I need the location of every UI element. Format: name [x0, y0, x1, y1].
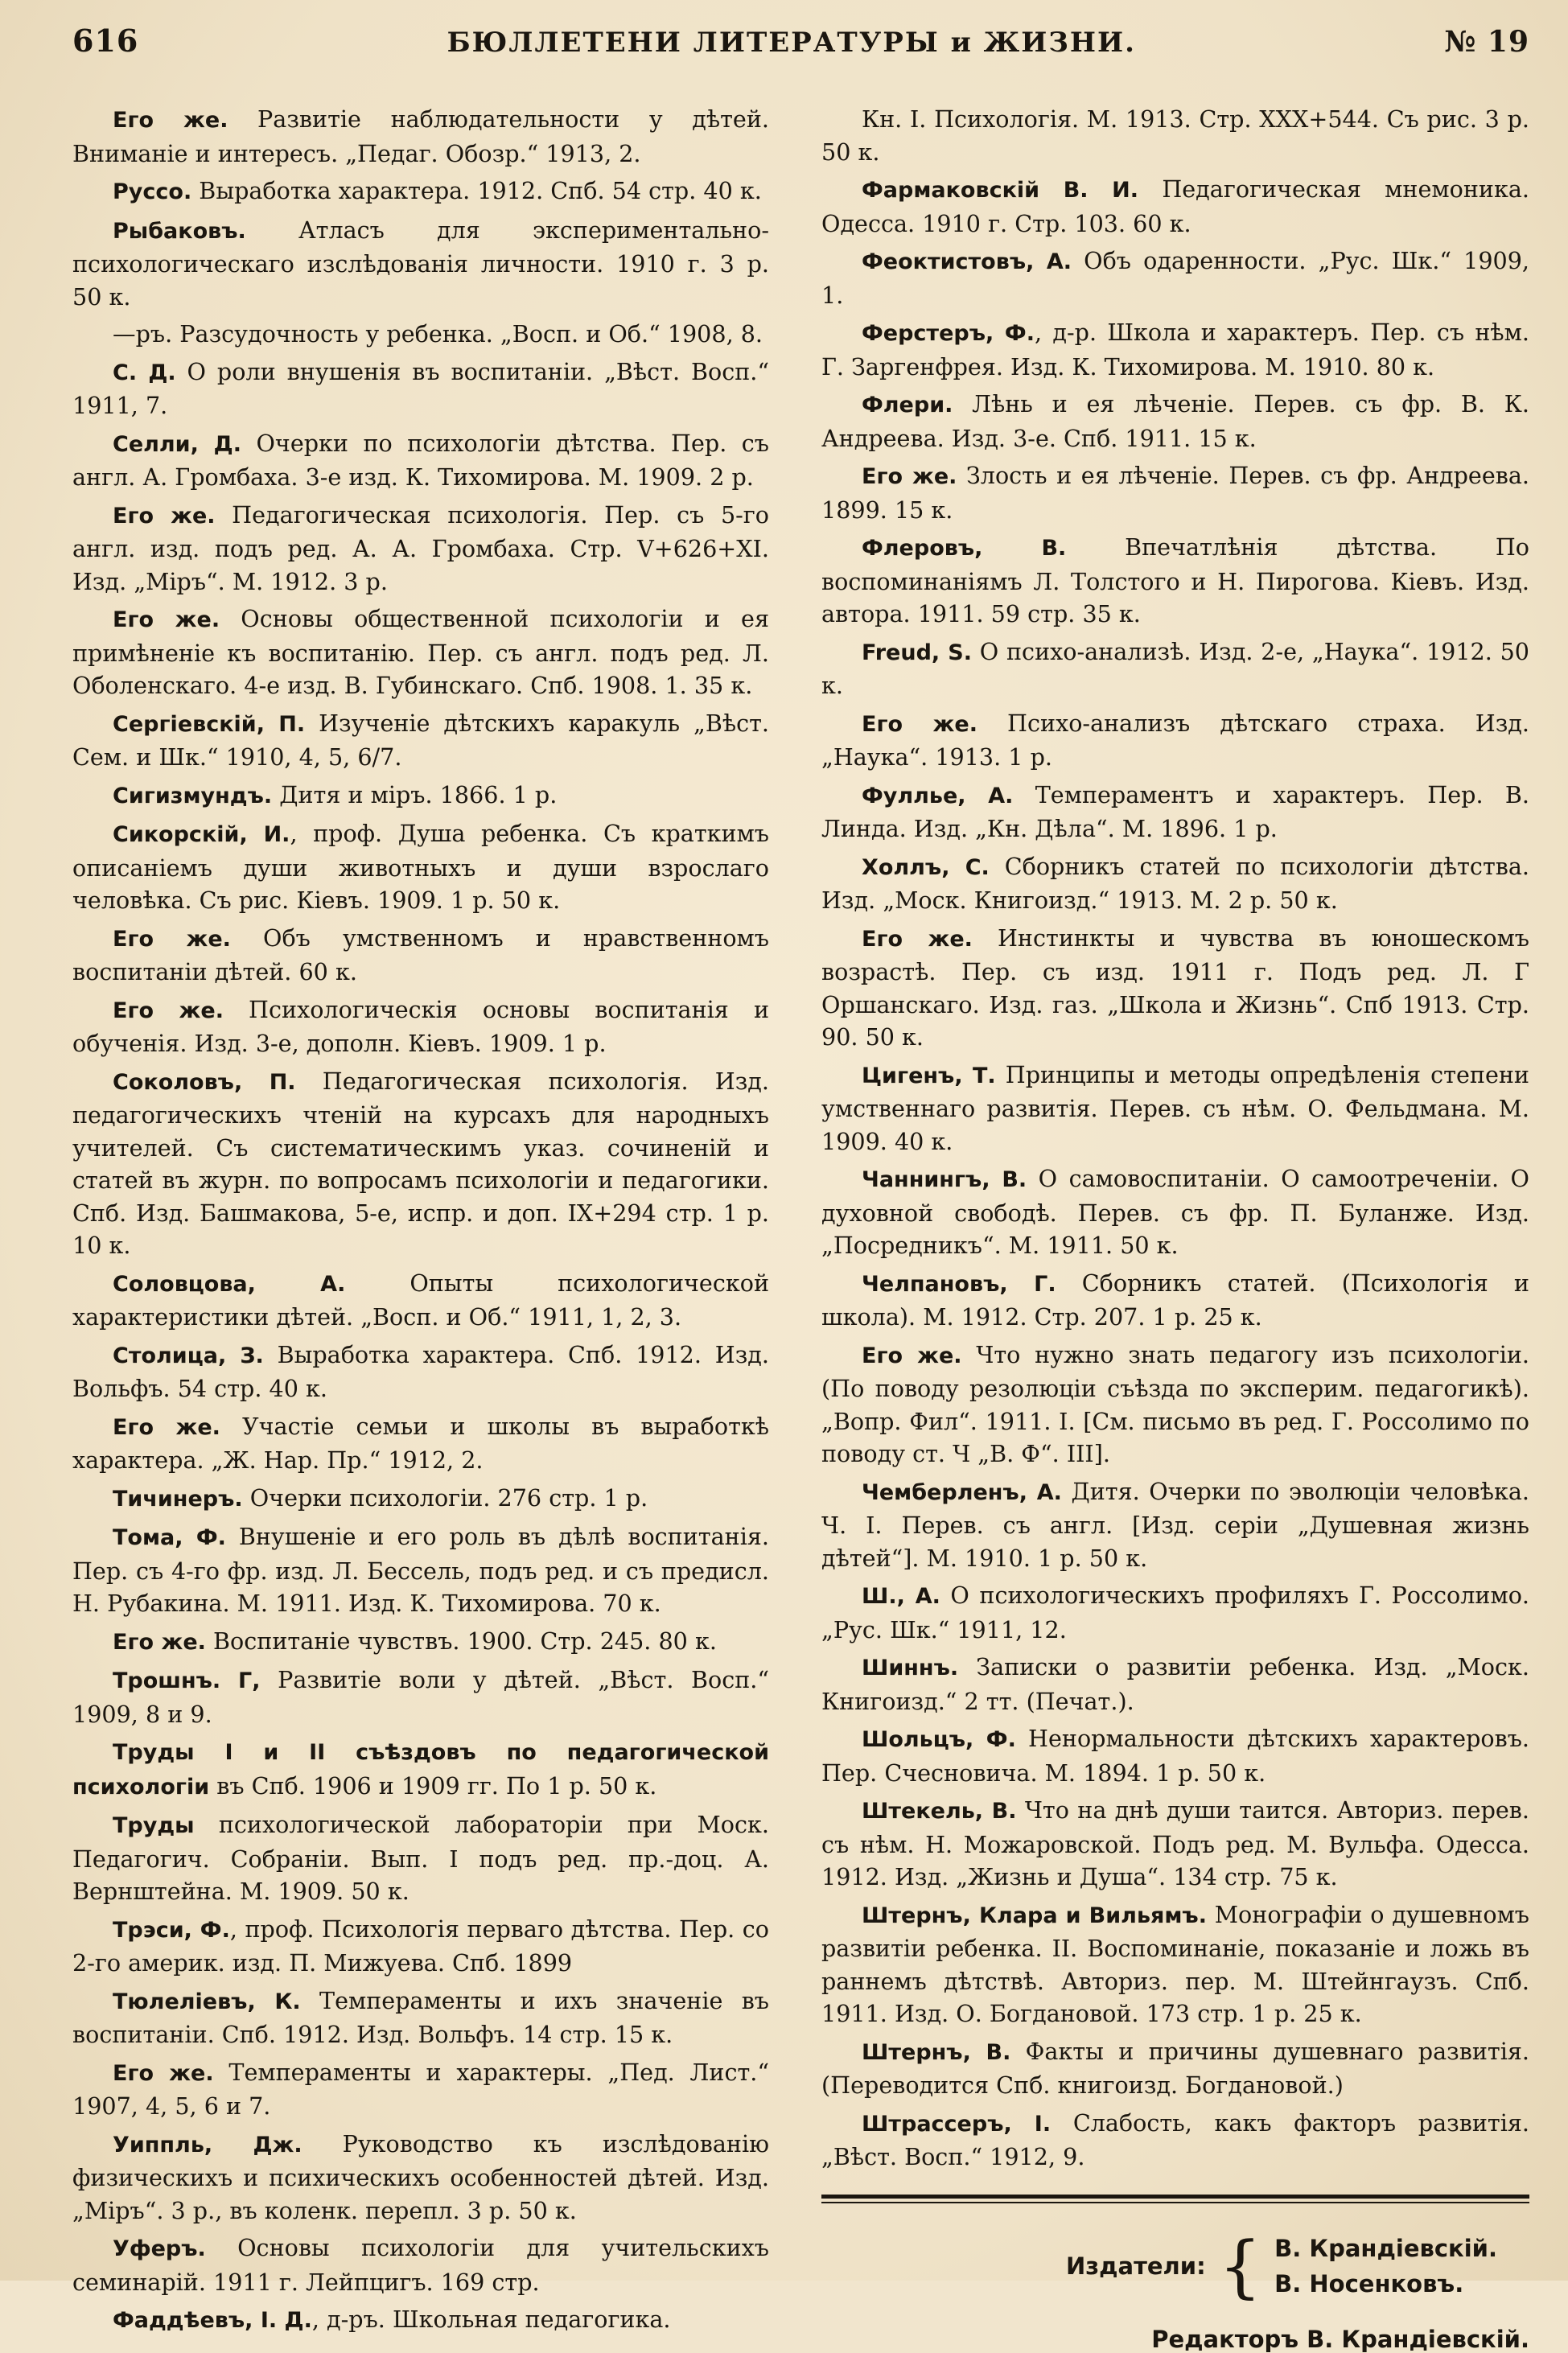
entry-text: Записки о развитіи ребенка. Изд. „Моск. Книгоизд.“ 2 тт. (Печат.).: [821, 1653, 1529, 1715]
bibliography-entry: [821, 173, 1529, 240]
bibliography-entry: [72, 499, 769, 599]
entry-author: Уферъ.: [113, 2236, 206, 2261]
bibliography-columns: [72, 103, 1529, 2353]
bibliography-entry: [821, 779, 1529, 845]
bibliography-entry: [821, 1059, 1529, 1158]
entry-author: Штернъ, В.: [862, 2039, 1011, 2065]
entry-text: Дитя. Очерки по эволюціи человѣка. Ч. I. Перев. съ англ. [Изд. серіи „Душевная жизнь дѣтей“]. М. 1910. 1 р. 50 к.: [821, 1477, 1529, 1572]
entry-text: Очерки по психологіи дѣтства. Пер. съ англ. А. Громбаха. 3-е изд. К. Тихомирова. М. 1909. 2 р.: [72, 429, 769, 491]
entry-author: Шиннъ.: [862, 1656, 959, 1680]
entry-author: Столица, З.: [113, 1343, 264, 1368]
entry-text: Слабость, какъ факторъ развитія. „Вѣст. Восп.“ 1912, 9.: [821, 2108, 1530, 2170]
publishers-label: Издатели:: [1065, 2252, 1206, 2280]
entry-author: Его же.: [862, 926, 973, 952]
entry-text: Сборникъ статей по психологіи дѣтства. Изд. „Моск. Книгоизд.“ 1913. М. 2 р. 50 к.: [821, 852, 1529, 914]
editor-line: Редакторъ В. Крандіевскій.: [1151, 2325, 1529, 2353]
entry-text: О психологическихъ профиляхъ Г. Россолимо. „Рус. Шк.“ 1911, 12.: [821, 1582, 1530, 1643]
entry-text: , д-р. Школа и характеръ. Пер. съ нѣм. Г. Заргенфрея. Изд. К. Тихомирова. М. 1910. 80 к.: [821, 319, 1530, 381]
entry-author: Флери.: [862, 393, 953, 418]
entry-text: психологической лабораторіи при Моск. Педагогич. Собраніи. Вып. I подъ ред. пр.-доц. А. Вернштейна. М. 1909. 50 к.: [72, 1811, 769, 1905]
entry-text: Атласъ для экспериментально-психологическаго изслѣдованія личности. 1910 г. 3 р. 50 к.: [72, 216, 769, 311]
footer-rule-thick: [821, 2195, 1529, 2199]
publisher-name: В. Крандіевскій.: [1274, 2234, 1497, 2262]
entry-text: Очерки психологіи. 276 стр. 1 р.: [242, 1483, 648, 1512]
entry-author: Сигизмундъ.: [113, 783, 273, 808]
bibliography-entry: [72, 2056, 769, 2123]
bibliography-entry: [821, 1898, 1529, 2030]
entry-author: Трэси, Ф.: [113, 1917, 230, 1943]
entry-author: Цигенъ, Т.: [862, 1063, 996, 1088]
bibliography-entry: [72, 1664, 769, 1730]
bibliography-entry: [72, 1735, 769, 1804]
entry-text: Участіе семьи и школы въ выработкѣ характера. „Ж. Нар. Пр.“ 1912, 2.: [72, 1412, 769, 1474]
entry-author: Труды: [113, 1813, 195, 1838]
entry-text: Развитіе наблюдательности у дѣтей. Вниманіе и интересъ. „Педаг. Обозр.“ 1913, 2.: [72, 105, 769, 167]
issue-number: № 19: [1444, 25, 1529, 59]
entry-text: Монографіи о душевномъ развитіи ребенка. II. Воспоминаніе, показаніе и ложь въ раннемъ дѣтствѣ. Авториз. пер. М. Штейнгаузъ. Спб. 1911. Изд. О. Богдановой. 173 стр. 1 р. 25 к.: [821, 1900, 1529, 2027]
entry-author: Чемберленъ, А.: [862, 1479, 1062, 1505]
entry-text: , проф. Душа ребенка. Съ краткимъ описаніемъ души животныхъ и души взрослаго человѣка. Съ рис. Кіевъ. 1909. 1 р. 50 к.: [72, 820, 770, 914]
entry-author: Ш., А.: [862, 1584, 940, 1609]
entry-text: Темпераменты и ихъ значеніе въ воспитаніи. Спб. 1912. Изд. Вольфъ. 14 стр. 15 к.: [72, 1986, 769, 2048]
entry-author: Его же.: [862, 464, 957, 489]
entry-author: Соколовъ, П.: [113, 1069, 296, 1095]
right-column: [821, 103, 1529, 2353]
entry-text: Объ одаренности. „Рус. Шк.“ 1909, 1.: [821, 247, 1530, 309]
entry-text: Психо-анализъ дѣтскаго страха. Изд. „Наука“. 1913. 1 р.: [821, 709, 1530, 771]
bibliography-entry: [821, 1794, 1529, 1894]
entry-text: Впечатлѣнія дѣтства. По воспоминаніямъ Л. Толстого и Н. Пирогова. Кіевъ. Изд. автора. 1911. 59 стр. 35 к.: [821, 533, 1529, 627]
page-header: [72, 23, 1529, 74]
bibliography-entry: [821, 850, 1529, 917]
left-column: [72, 103, 769, 2353]
entry-author: Его же.: [113, 108, 228, 133]
entry-author: Его же.: [113, 1629, 206, 1655]
bibliography-entry: [821, 103, 1529, 168]
page-number: 616: [72, 23, 139, 59]
entry-text: Воспитаніе чувствъ. 1900. Стр. 245. 80 к.: [205, 1627, 717, 1655]
entry-author: Его же.: [113, 607, 220, 632]
right-column-entries: [821, 103, 1529, 2174]
entry-text: Что на днѣ души таится. Авториз. перев. съ нѣм. Н. Можаровской. Подъ ред. М. Вульфа. Одесса. 1912. Изд. „Жизнь и Душа“. 134 стр. 75 к.: [821, 1796, 1529, 1890]
entry-text: , д-ръ. Школьная педагогика.: [311, 2306, 671, 2333]
entry-author: Штекель, В.: [862, 1799, 1017, 1824]
footer-rule-thin: [821, 2202, 1529, 2203]
bibliography-entry: [72, 603, 769, 702]
entry-text: Руководство къ изслѣдованію физическихъ и психическихъ особенностей дѣтей. Изд. „Міръ“. 3 р., въ коленк. перепл. 3 р. 50 к.: [72, 2129, 769, 2224]
entry-author: Ферстеръ, Ф.: [862, 321, 1035, 346]
bibliography-entry: [72, 1482, 769, 1516]
entry-text: Принципы и методы опредѣленія степени умственнаго развитія. Перев. съ нѣм. О. Фельдмана. М. 1909. 40 к.: [821, 1060, 1529, 1155]
publishers-block: [821, 2226, 1497, 2306]
entry-author: Трошнъ. Г,: [113, 1668, 261, 1693]
entry-author: Фаддѣевъ, I. Д.: [113, 2308, 312, 2333]
entry-author: С. Д.: [113, 360, 176, 385]
bibliography-entry: [821, 1339, 1529, 1471]
bibliography-entry: [72, 318, 769, 351]
entry-text: Педагогическая психологія. Пер. съ 5-го англ. изд. подъ ред. А. А. Громбаха. Стр. V+626+XI. Изд. „Міръ“. М. 1912. 3 р.: [72, 500, 769, 595]
entry-text: О психо-анализѣ. Изд. 2-е, „Наука“. 1912. 50 к.: [821, 637, 1529, 699]
entry-author: Его же.: [113, 503, 216, 529]
entry-text: въ Спб. 1906 и 1909 гг. По 1 р. 50 к.: [209, 1771, 657, 1800]
entry-text: Злость и ея лѣченіе. Перев. съ фр. Андреева. 1899. 15 к.: [821, 462, 1529, 524]
entry-author: Штрассеръ, I.: [862, 2111, 1052, 2137]
entry-text: Сборникъ статей. (Психологія и школа). М. 1912. Стр. 207. 1 р. 25 к.: [821, 1269, 1529, 1331]
bibliography-entry: [72, 175, 769, 209]
bibliography-entry: [821, 1162, 1529, 1262]
entry-text: Опыты психологической характеристики дѣтей. „Восп. и Об.“ 1911, 1, 2, 3.: [72, 1269, 769, 1331]
bibliography-entry: [72, 1267, 769, 1334]
bibliography-entry: [821, 922, 1529, 1054]
bibliography-entry: [821, 1579, 1529, 1646]
entry-text: Дитя и міръ. 1866. 1 р.: [272, 780, 558, 808]
entry-author: Соловцова, А.: [113, 1271, 346, 1297]
entry-text: Ненормальности дѣтскихъ характеровъ. Пер. Счесновича. М. 1894. 1 р. 50 к.: [821, 1725, 1529, 1787]
entry-author: Холлъ, С.: [862, 854, 990, 880]
bibliography-entry: [72, 779, 769, 813]
entry-text: Что нужно знать педагогу изъ психологіи. (По поводу резолюціи съѣзда по эксперим. педагогикѣ). „Вопр. Фил“. 1911. I. [См. письмо въ ред. Г. Россолимо по поводу ст. Ч „В. Ф“. III].: [821, 1340, 1529, 1467]
bibliography-entry: [72, 1625, 769, 1660]
bibliography-entry: [72, 2128, 769, 2228]
bibliography-entry: [72, 1913, 769, 1980]
entry-text: Внушеніе и его роль въ дѣлѣ воспитанія. Пер. съ 4-го фр. изд. Л. Бессель, подъ ред. и съ предисл. Н. Рубакина. М. 1911. Изд. К. Тихомирова. 70 к.: [72, 1523, 769, 1617]
bibliography-entry: [821, 1475, 1529, 1575]
bibliography-entry: [821, 2107, 1529, 2174]
bibliography-entry: [72, 1985, 769, 2051]
entry-author: Его же.: [113, 1414, 220, 1440]
bibliography-entry: [72, 1520, 769, 1620]
entry-text: Выработка характера. Спб. 1912. Изд. Вольфъ. 54 стр. 40 к.: [72, 1340, 769, 1402]
bibliography-entry: [821, 636, 1529, 702]
bibliography-entry: [72, 1808, 769, 1908]
entry-text: Выработка характера. 1912. Спб. 54 стр. 40 к.: [191, 177, 762, 204]
bibliography-entry: [72, 1410, 769, 1477]
entry-author: Сергіевскій, П.: [113, 711, 306, 737]
bibliography-entry: [821, 1267, 1529, 1334]
bibliography-entry: [72, 707, 769, 774]
bibliography-entry: [821, 531, 1529, 631]
entry-text: Инстинкты и чувства въ юношескомъ возрастѣ. Пер. съ изд. 1911 г. Подъ ред. Л. Г Оршанскаго. Изд. газ. „Школа и Жизнь“. Спб 1913. Стр. 90. 50 к.: [821, 924, 1529, 1051]
entry-author: Фармаковскій В. И.: [862, 178, 1139, 203]
entry-text: Факты и причины душевнаго развитія. (Переводится Спб. книгоизд. Богдановой.): [821, 2037, 1529, 2099]
entry-author: Шольцъ, Ф.: [862, 1727, 1016, 1752]
entry-author: Его же.: [113, 998, 224, 1023]
publisher-name: В. Носенковъ.: [1274, 2269, 1464, 2297]
entry-author: Чаннингъ, В.: [862, 1167, 1027, 1192]
entry-author: Труды I и II съѣздовъ по педагогической психологіи: [72, 1740, 769, 1800]
bibliography-entry: [821, 2035, 1529, 2102]
entry-author: Руссо.: [113, 179, 192, 204]
bibliography-entry: [72, 214, 769, 314]
entry-author: Тичинеръ.: [113, 1486, 243, 1512]
journal-title: БЮЛЛЕТЕНИ ЛИТЕРАТУРЫ и ЖИЗНИ.: [447, 27, 1136, 59]
entry-text: Лѣнь и ея лѣченіе. Перев. съ фр. В. К. Андреева. Изд. 3-е. Спб. 1911. 15 к.: [821, 390, 1529, 452]
entry-author: Уиппль, Дж.: [113, 2132, 302, 2158]
entry-text: Кн. I. Психологія. М. 1913. Стр. XXX+544. Съ рис. 3 р. 50 к.: [821, 105, 1529, 166]
entry-author: Селли, Д.: [113, 431, 241, 457]
entry-text: Основы общественной психологіи и ея примѣненіе къ воспитанію. Пер. съ англ. подъ ред. Л. Оболенскаго. 4-е изд. В. Губинскаго. Спб. 1908. 1. 35 к.: [72, 605, 769, 699]
bibliography-entry: [72, 1065, 769, 1262]
entry-text: Изученіе дѣтскихъ каракуль „Вѣст. Сем. и Шк.“ 1910, 4, 5, 6/7.: [72, 709, 769, 771]
entry-author: Рыбаковъ.: [113, 218, 246, 244]
entry-text: —ръ. Разсудочность у ребенка. „Восп. и Об.“ 1908, 8.: [113, 320, 763, 348]
bibliography-entry: [821, 707, 1529, 774]
bibliography-entry: [821, 388, 1529, 455]
entry-author: Фуллье, А.: [862, 783, 1014, 808]
entry-text: Педагогическая психологія. Изд. педагогическихъ чтеній на курсахъ для народныхъ учителей. Съ систематическимъ указ. сочиненій и статей въ журн. по вопросамъ психологіи и педагогики. Спб. Изд. Башмакова, 5-е, испр. и доп. IX+294 стр. 1 р. 10 к.: [72, 1067, 770, 1259]
publisher-names: [1274, 2231, 1497, 2302]
bibliography-entry: [821, 459, 1529, 526]
entry-text: Развитіе воли у дѣтей. „Вѣст. Восп.“ 1909, 8 и 9.: [72, 1666, 770, 1728]
entry-text: Объ умственномъ и нравственномъ воспитаніи дѣтей. 60 к.: [72, 924, 769, 985]
entry-text: О роли внушенія въ воспитаніи. „Вѣст. Восп.“ 1911, 7.: [72, 357, 769, 419]
entry-author: Его же.: [113, 926, 231, 952]
bibliography-entry: [821, 1651, 1529, 1717]
entry-author: Его же.: [113, 2060, 214, 2086]
bibliography-entry: [821, 245, 1529, 311]
brace-symbol: {: [1218, 2226, 1262, 2306]
entry-text: Психологическія основы воспитанія и обученія. Изд. 3-е, дополн. Кіевъ. 1909. 1 р.: [72, 995, 769, 1057]
entry-text: О самовоспитаніи. О самоотреченіи. О духовной свободѣ. Перев. съ фр. П. Буланже. Изд. „Посредникъ“. М. 1911. 50 к.: [821, 1165, 1530, 1259]
bibliography-entry: [72, 817, 769, 917]
bibliography-entry: [72, 1339, 769, 1405]
entry-author: Феоктистовъ, А.: [862, 249, 1072, 274]
entry-author: Тома, Ф.: [113, 1525, 226, 1550]
entry-text: Темпераментъ и характеръ. Пер. В. Линда. Изд. „Кн. Дѣла“. М. 1896. 1 р.: [821, 780, 1529, 842]
bibliography-entry: [72, 427, 769, 494]
entry-text: Темпераменты и характеры. „Пед. Лист.“ 1907, 4, 5, 6 и 7.: [72, 2058, 770, 2120]
entry-author: Его же.: [862, 1343, 962, 1368]
entry-author: Тюлеліевъ, К.: [113, 1989, 301, 2014]
entry-author: Сикорскій, И.: [113, 822, 290, 847]
entry-text: , проф. Психологія перваго дѣтства. Пер. со 2-го америк. изд. П. Мижуева. Спб. 1899: [72, 1915, 769, 1977]
bibliography-entry: [72, 993, 769, 1060]
bibliography-entry: [72, 356, 769, 422]
entry-text: Педагогическая мнемоника. Одесса. 1910 г. Стр. 103. 60 к.: [821, 175, 1529, 237]
bibliography-entry: [821, 1722, 1529, 1789]
bibliography-entry: [821, 316, 1529, 383]
entry-author: Freud, S.: [862, 640, 972, 665]
entry-author: Челпановъ, Г.: [862, 1271, 1056, 1297]
entry-author: Флеровъ, В.: [862, 536, 1067, 561]
bibliography-entry: [72, 103, 769, 170]
entry-author: Штернъ, Клара и Вильямъ.: [862, 1903, 1207, 1928]
entry-author: Его же.: [862, 711, 977, 737]
bibliography-entry: [72, 2232, 769, 2298]
entry-text: Основы психологіи для учительскихъ семинарій. 1911 г. Лейпцигъ. 169 стр.: [72, 2234, 769, 2296]
bibliography-entry: [72, 2303, 769, 2338]
bibliography-entry: [72, 922, 769, 989]
